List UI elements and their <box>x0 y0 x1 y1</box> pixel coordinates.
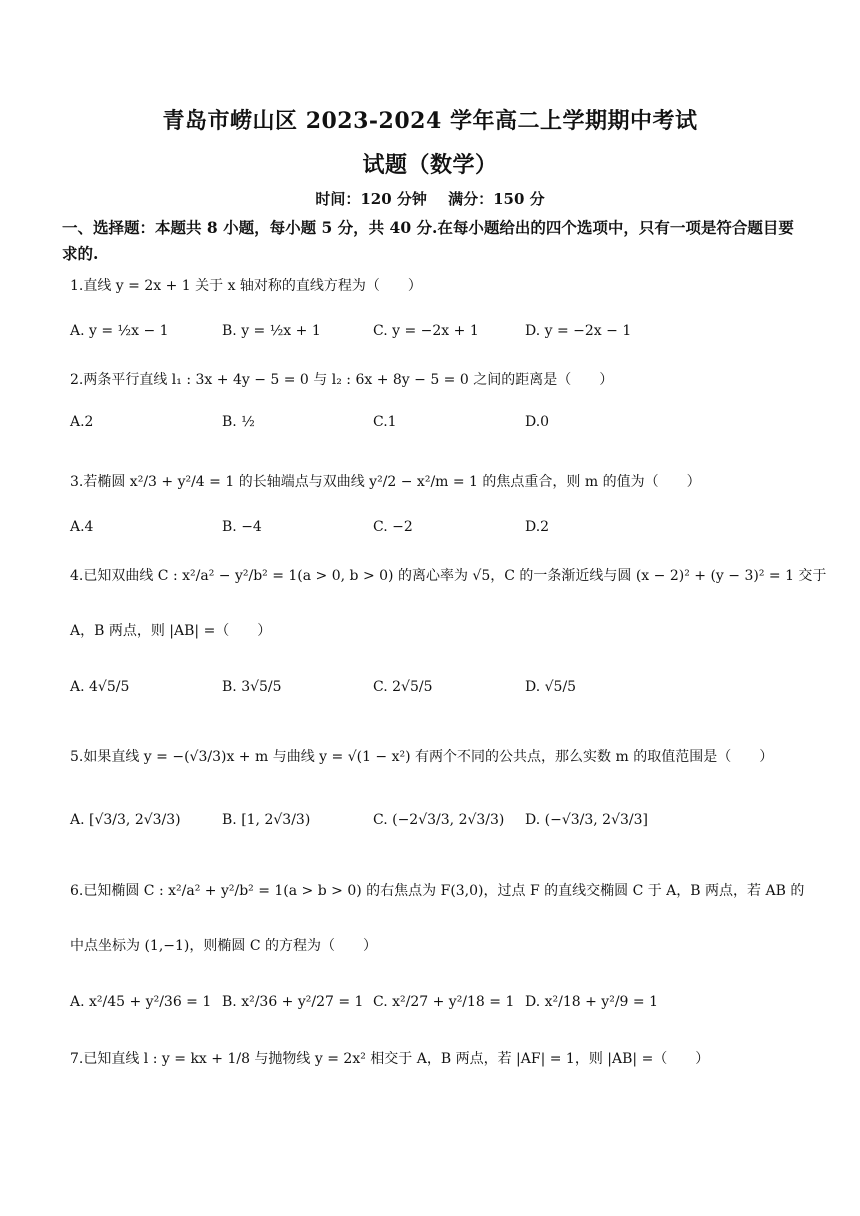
question-4-option-d: D. √5/5 <box>525 679 577 695</box>
question-2-option-d: D.0 <box>525 414 550 430</box>
question-5-option-b: B. [1, 2√3/3) <box>222 812 311 828</box>
question-3-option-c: C. −2 <box>373 519 413 535</box>
question-3-option-a: A.4 <box>70 519 94 535</box>
question-7-stem: 7.已知直线 l : y = kx + 1/8 与抛物线 y = 2x² 相交于 A，B 两点，若 |AF| = 1，则 |AB| =（ ） <box>70 1051 710 1067</box>
section-heading: 一、选择题：本题共 8 小题，每小题 5 分，共 40 分.在每小题给出的四个选项中，只有一项是符合题目要求的. <box>62 218 794 263</box>
question-2-option-c: C.1 <box>373 414 397 430</box>
exam-score: 满分：150 分 <box>448 190 545 208</box>
exam-subtitle: 试题（数学） <box>362 152 498 178</box>
exam-meta <box>0 188 860 209</box>
question-4-stem: 4.已知双曲线 C : x²/a² − y²/b² = 1(a > 0, b > 0) 的离心率为 √5，C 的一条渐近线与圆 (x − 2)² + (y − 3)² = 1 交于 <box>70 568 827 584</box>
question-6-option-d: D. x²/18 + y²/9 = 1 <box>525 994 658 1010</box>
question-1-option-a: A. y = ½x − 1 <box>70 323 169 339</box>
question-5-option-c: C. (−2√3/3, 2√3/3) <box>373 812 505 828</box>
question-3-option-d: D.2 <box>525 519 550 535</box>
question-4-stem-continued: A，B 两点，则 |AB| =（ ） <box>70 623 272 639</box>
question-6-stem: 6.已知椭圆 C : x²/a² + y²/b² = 1(a > b > 0) 的右焦点为 F(3,0)，过点 F 的直线交椭圆 C 于 A，B 两点，若 AB 的 <box>70 883 805 899</box>
question-3-stem: 3.若椭圆 x²/3 + y²/4 = 1 的长轴端点与双曲线 y²/2 − x²/m = 1 的焦点重合，则 m 的值为（ ） <box>70 474 701 490</box>
question-4-option-b: B. 3√5/5 <box>222 679 282 695</box>
question-1-option-d: D. y = −2x − 1 <box>525 323 632 339</box>
question-1-option-b: B. y = ½x + 1 <box>222 323 321 339</box>
question-6-option-a: A. x²/45 + y²/36 = 1 <box>70 994 212 1010</box>
question-2-option-b: B. ½ <box>222 414 255 430</box>
question-1-option-c: C. y = −2x + 1 <box>373 323 479 339</box>
question-4-option-a: A. 4√5/5 <box>70 679 130 695</box>
question-5-option-a: A. [√3/3, 2√3/3) <box>70 812 181 828</box>
question-6-option-b: B. x²/36 + y²/27 = 1 <box>222 994 364 1010</box>
question-2-stem: 2.两条平行直线 l₁ : 3x + 4y − 5 = 0 与 l₂ : 6x + 8y − 5 = 0 之间的距离是（ ） <box>70 372 614 388</box>
question-3-option-b: B. −4 <box>222 519 262 535</box>
question-4-option-c: C. 2√5/5 <box>373 679 433 695</box>
exam-time: 时间：120 分钟 <box>315 190 427 208</box>
exam-title: 青岛市崂山区 2023-2024 学年高二上学期期中考试 <box>162 108 698 134</box>
question-1-stem: 1.直线 y = 2x + 1 关于 x 轴对称的直线方程为（ ） <box>70 278 422 294</box>
question-2-option-a: A.2 <box>70 414 94 430</box>
question-5-stem: 5.如果直线 y = −(√3/3)x + m 与曲线 y = √(1 − x²) 有两个不同的公共点，那么实数 m 的取值范围是（ ） <box>70 749 774 765</box>
question-6-stem-continued: 中点坐标为 (1,−1)，则椭圆 C 的方程为（ ） <box>70 938 377 954</box>
question-6-option-c: C. x²/27 + y²/18 = 1 <box>373 994 515 1010</box>
question-5-option-d: D. (−√3/3, 2√3/3] <box>525 812 648 828</box>
